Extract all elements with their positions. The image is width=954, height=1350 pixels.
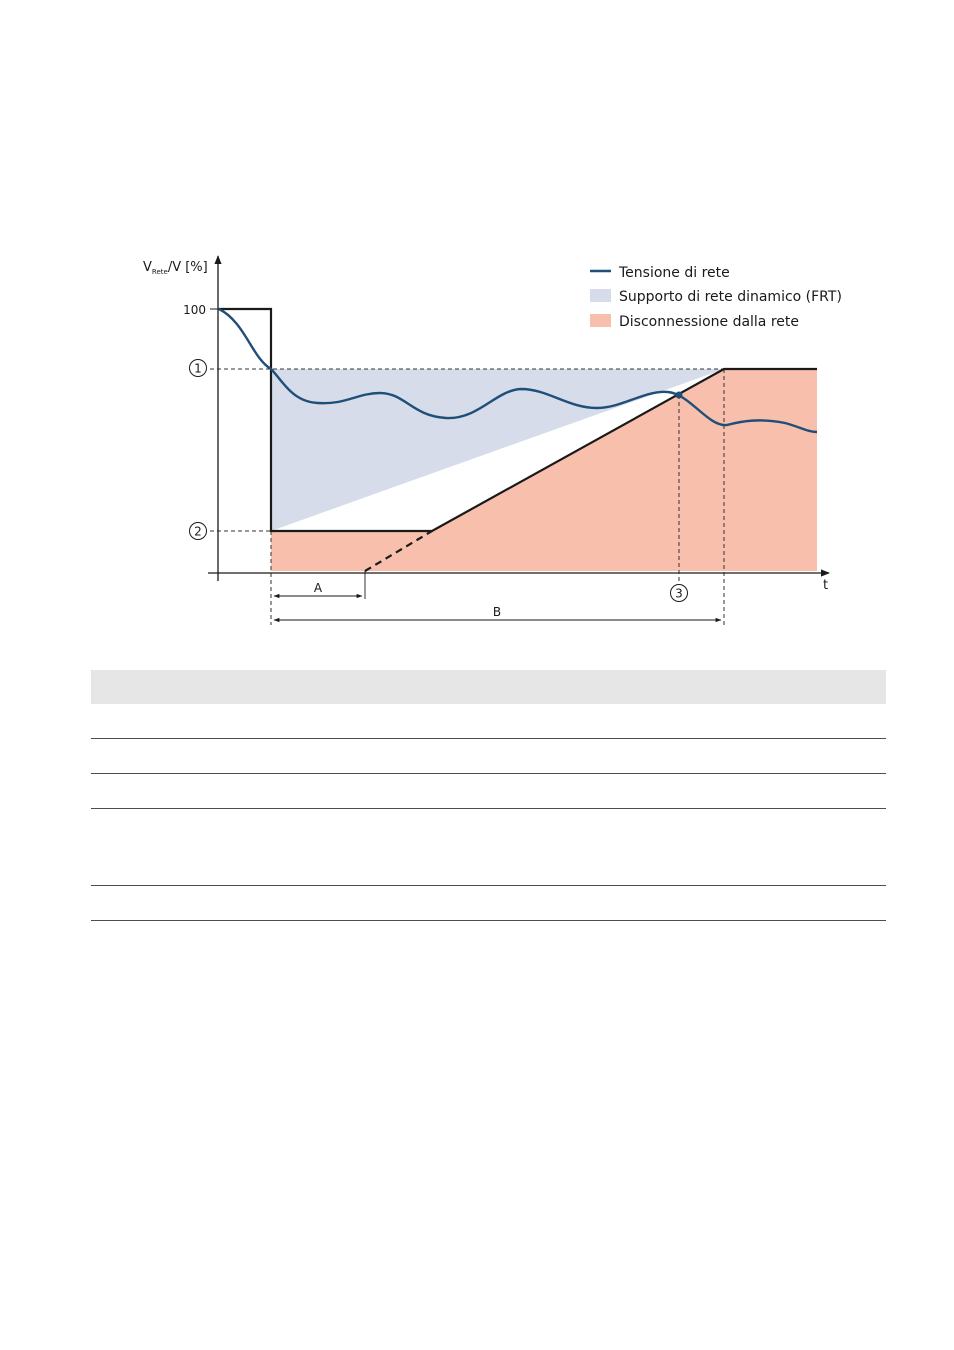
table-row-divider [91,738,886,739]
marker-1 [190,360,207,377]
interval-b-label: B [492,605,502,619]
y-tick-label-100: 100 [183,303,206,317]
x-axis-title: t [823,578,829,593]
table-row-divider [91,920,886,921]
marker-2 [190,523,207,540]
svg-text:2: 2 [194,524,202,539]
table-header-band [91,670,886,704]
legend-disconnect-label: Disconnessione dalla rete [619,314,800,330]
svg-text:3: 3 [675,586,683,601]
legend-disconnect-swatch [590,314,611,327]
y-axis-title: $V_{Rete}/V$ [%] [143,260,208,276]
fault-ride-through-diagram [0,0,954,660]
table-row-divider [91,808,886,809]
legend-voltage-label: Tensione di rete [619,265,730,281]
interval-a-label: A [313,581,323,595]
legend-frt-label: Supporto di rete dinamico (FRT) [619,289,842,305]
svg-text:1: 1 [194,361,202,376]
legend [590,265,842,330]
intersection-point [676,392,683,399]
marker-3 [671,585,688,602]
table-row-divider [91,773,886,774]
table-row-divider [91,885,886,886]
legend-frt-swatch [590,289,611,302]
